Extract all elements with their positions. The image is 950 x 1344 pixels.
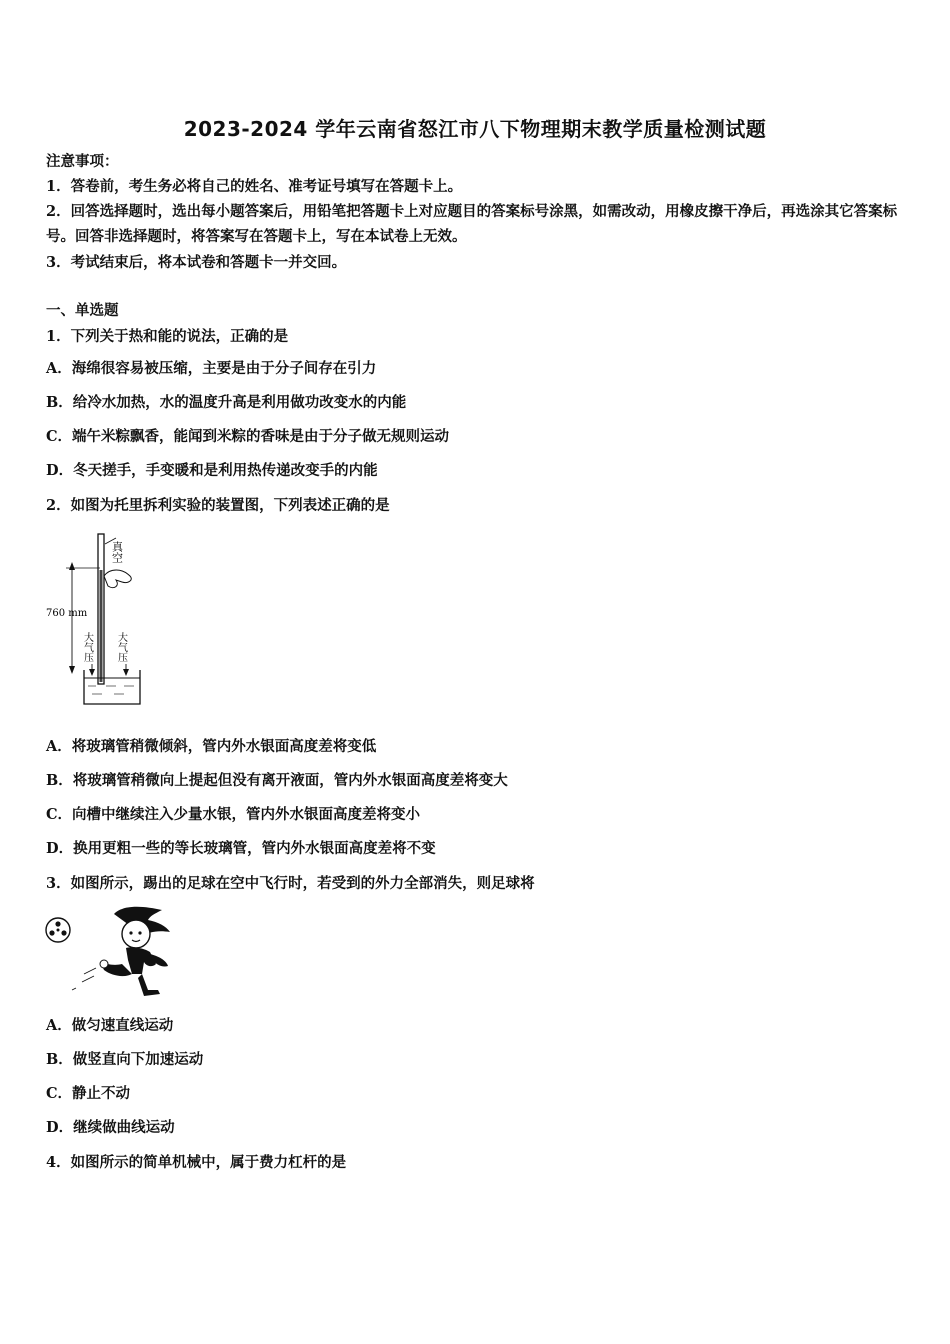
question-stem: 3．如图所示，踢出的足球在空中飞行时，若受到的外力全部消失，则足球将 <box>46 875 535 892</box>
page-title: 2023-2024 学年云南省怒江市八下物理期末教学质量检测试题 <box>183 117 767 141</box>
notice-heading: 注意事项： <box>46 153 119 170</box>
option-c: C．端午米粽飘香，能闻到米粽的香味是由于分子做无规则运动 <box>46 428 450 445</box>
option-a: A．将玻璃管稍微倾斜，管内外水银面高度差将变低 <box>46 738 377 755</box>
mercury-column <box>100 570 103 682</box>
notice-item: 3．考试结束后，将本试卷和答题卡一并交回。 <box>46 254 347 271</box>
question-stem: 4．如图所示的简单机械中，属于费力杠杆的是 <box>46 1154 347 1171</box>
section-heading: 一、单选题 <box>46 302 119 319</box>
option-d: D．换用更粗一些的等长玻璃管，管内外水银面高度差将不变 <box>46 840 436 857</box>
question-stem: 1．下列关于热和能的说法，正确的是 <box>46 328 289 345</box>
option-c: C．静止不动 <box>46 1085 131 1102</box>
football-figure <box>44 904 176 1000</box>
football-icon <box>46 918 70 942</box>
option-c: C．向槽中继续注入少量水银，管内外水银面高度差将变小 <box>46 806 421 823</box>
torricelli-figure <box>44 528 148 708</box>
option-a: A．做匀速直线运动 <box>46 1017 174 1034</box>
option-b: B．做竖直向下加速运动 <box>46 1051 204 1068</box>
option-d: D．继续做曲线运动 <box>46 1119 175 1136</box>
notice-item: 1．答卷前，考生务必将自己的姓名、准考证号填写在答题卡上。 <box>46 178 463 195</box>
pressure-label-left: 大气压 <box>81 632 93 662</box>
player-icon <box>72 907 170 996</box>
height-label: 760 mm <box>46 608 88 619</box>
vacuum-label: 真空 <box>110 541 124 563</box>
question-stem: 2．如图为托里拆利实验的装置图，下列表述正确的是 <box>46 497 390 514</box>
notice-item: 2．回答选择题时，选出每小题答案后，用铅笔把答题卡上对应题目的答案标号涂黑，如需改动，用橡皮擦干净后，再选涂其它答案标号。回答非选择题时，将答案写在答题卡上，写在本试卷上无效。 <box>46 203 898 245</box>
option-d: D．冬天搓手，手变暖和是利用热传递改变手的内能 <box>46 462 378 479</box>
pressure-label-right: 大气压 <box>115 632 127 662</box>
hand-icon <box>104 570 131 588</box>
option-a: A．海绵很容易被压缩，主要是由于分子间存在引力 <box>46 360 377 377</box>
option-b: B．给冷水加热，水的温度升高是利用做功改变水的内能 <box>46 394 407 411</box>
option-b: B．将玻璃管稍微向上提起但没有离开液面，管内外水银面高度差将变大 <box>46 772 508 789</box>
mercury-trough <box>84 670 140 704</box>
